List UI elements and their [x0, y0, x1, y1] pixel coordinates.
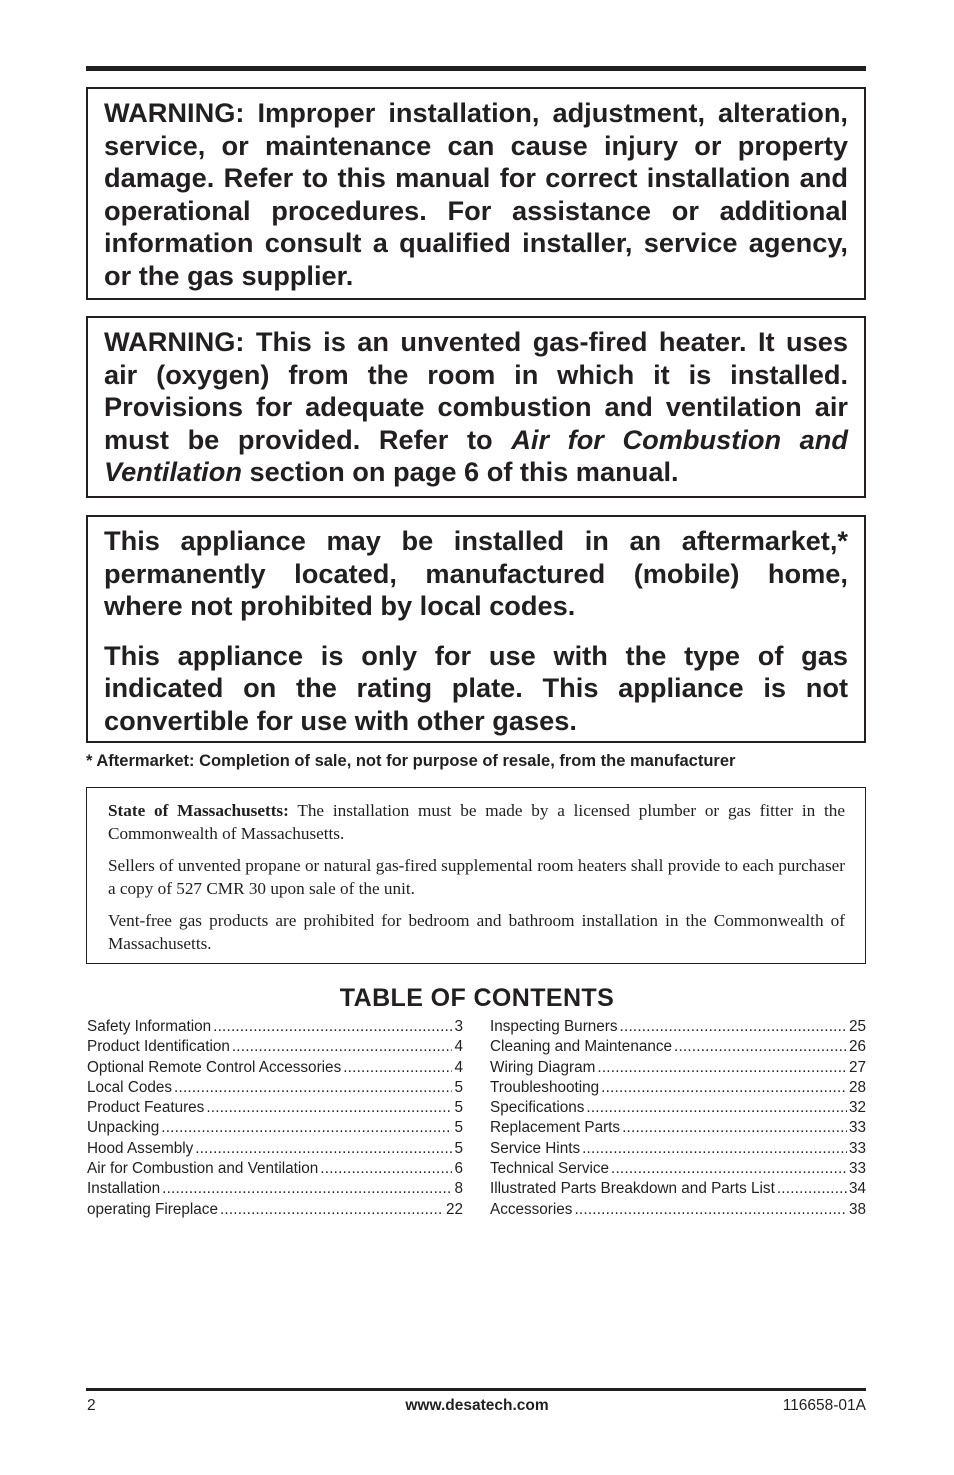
toc-entry[interactable]	[490, 1017, 866, 1037]
top-rule	[86, 66, 866, 71]
toc-dot-leader	[343, 1058, 452, 1078]
toc-entry-title: Local Codes	[87, 1078, 173, 1096]
toc-entry-page: 22	[445, 1200, 463, 1218]
toc-dot-leader	[174, 1078, 452, 1098]
footer-page-number: 2	[87, 1397, 96, 1414]
massachusetts-p1	[108, 799, 845, 845]
warning-unvented-text-start: WARNING: This is an unvented gas-fired heater. It uses air (oxygen) from the room in which it is installed. Provisions for adequate combustion and ventilation air must be provided. Refer to	[104, 326, 848, 455]
toc-entry-page: 3	[454, 1018, 463, 1035]
toc-entry-title: Illustrated Parts Breakdown and Parts List	[490, 1180, 775, 1198]
toc-right-column	[490, 1017, 866, 1220]
toc-dot-leader	[620, 1017, 847, 1037]
toc-entry-page: 33	[848, 1119, 866, 1137]
toc-entry[interactable]	[490, 1037, 866, 1057]
toc-entry-title: Air for Combustion and Ventilation	[87, 1160, 319, 1178]
toc-entry[interactable]	[87, 1200, 463, 1220]
toc-entry[interactable]	[87, 1078, 463, 1098]
toc-dot-leader	[195, 1139, 452, 1159]
toc-entry-page: 34	[848, 1180, 866, 1198]
toc-entry[interactable]	[87, 1017, 463, 1037]
toc-left-column	[87, 1017, 463, 1220]
toc-dot-leader	[213, 1017, 452, 1037]
toc-entry-title: Troubleshooting	[490, 1078, 600, 1096]
toc-entry-title: Product Identification	[87, 1038, 230, 1056]
toc-entry-page: 27	[848, 1058, 866, 1076]
toc-entry[interactable]	[87, 1098, 463, 1118]
massachusetts-label: State of Massachusetts:	[108, 801, 289, 820]
notice-box-appliance	[86, 515, 866, 743]
toc-entry[interactable]	[87, 1058, 463, 1078]
toc-entry-page: 6	[454, 1160, 463, 1178]
toc-entry-page: 33	[848, 1139, 866, 1157]
toc-entry-page: 25	[848, 1018, 866, 1035]
toc-entry-page: 26	[848, 1038, 866, 1056]
toc-title: TABLE OF CONTENTS	[339, 984, 615, 1012]
toc-dot-leader	[601, 1078, 847, 1098]
toc-entry-title: Specifications	[490, 1099, 585, 1117]
toc-entry-page: 5	[454, 1119, 463, 1137]
bottom-rule	[86, 1388, 866, 1391]
toc-entry-title: Unpacking	[87, 1119, 160, 1137]
toc-entry-title: Installation	[87, 1180, 161, 1198]
toc-entry-page: 38	[848, 1200, 866, 1218]
toc-entry[interactable]	[490, 1098, 866, 1118]
warning-unvented-text-end: section on page 6 of this manual.	[241, 456, 679, 487]
toc-entry-page: 4	[454, 1058, 463, 1076]
toc-dot-leader	[777, 1179, 847, 1199]
toc-entry[interactable]	[87, 1118, 463, 1138]
toc-dot-leader	[206, 1098, 452, 1118]
aftermarket-footnote: * Aftermarket: Completion of sale, not for purpose of resale, from the manufacturer	[86, 752, 736, 770]
warning-box-unvented	[86, 316, 866, 498]
toc-dot-leader	[232, 1037, 453, 1057]
toc-entry-title: Optional Remote Control Accessories	[87, 1058, 342, 1076]
footer-doc-code: 116658-01A	[782, 1397, 866, 1414]
toc-entry-title: Inspecting Burners	[490, 1018, 618, 1035]
warning-installation-text: WARNING: Improper installation, adjustment, alteration, service, or maintenance can cause injury or property damage. Refer to this manual for correct installation and operational procedures. For assistance or additional information consult a qualified installer, service agency, or the gas supplier.	[104, 97, 848, 291]
notice-gas-type-text: This appliance is only for use with the type of gas indicated on the rating plate. This appliance is not convertible for use with other gases.	[104, 639, 848, 736]
toc-entry[interactable]	[490, 1078, 866, 1098]
warning-unvented-text	[104, 326, 848, 489]
toc-entry-title: Hood Assembly	[87, 1139, 194, 1157]
toc-entry-title: Wiring Diagram	[490, 1058, 596, 1076]
footer-website: www.desatech.com	[405, 1397, 549, 1414]
toc-entry-page: 5	[454, 1099, 463, 1117]
massachusetts-p3: Vent-free gas products are prohibited for bedroom and bathroom installation in the Commonwealth of Massachusetts.	[108, 911, 845, 953]
toc-entry-title: Service Hints	[490, 1139, 581, 1157]
toc-entry[interactable]	[87, 1179, 463, 1199]
massachusetts-p2: Sellers of unvented propane or natural gas-fired supplemental room heaters shall provide to each purchaser a copy of 527 CMR 30 upon sale of the unit.	[108, 856, 845, 898]
toc-entry[interactable]	[87, 1037, 463, 1057]
toc-dot-leader	[611, 1159, 847, 1179]
toc-entry-page: 28	[848, 1078, 866, 1096]
toc-entry-title: Accessories	[490, 1200, 573, 1218]
massachusetts-notice-box	[86, 787, 866, 964]
toc-entry-page: 5	[454, 1139, 463, 1157]
toc-entry[interactable]	[490, 1200, 866, 1220]
toc-entry[interactable]	[490, 1058, 866, 1078]
toc-entry-title: operating Fireplace	[87, 1200, 218, 1218]
warning-unvented-section-ref: Air for Combustion and Ventilation	[104, 423, 849, 487]
toc-dot-leader	[586, 1098, 847, 1118]
toc-dot-leader	[320, 1159, 452, 1179]
warning-box-installation	[86, 87, 866, 300]
toc-entry[interactable]	[87, 1159, 463, 1179]
toc-entry-title: Product Features	[87, 1099, 205, 1117]
toc-entry-page: 32	[848, 1099, 866, 1117]
toc-entry[interactable]	[490, 1179, 866, 1199]
toc-entry[interactable]	[87, 1139, 463, 1159]
notice-aftermarket-text: This appliance may be installed in an aftermarket,* permanently located, manufactured (mobile) home, where not prohibited by local codes.	[104, 525, 848, 621]
toc-dot-leader	[220, 1200, 444, 1220]
toc-dot-leader	[162, 1179, 452, 1199]
toc-dot-leader	[597, 1058, 847, 1078]
toc-dot-leader	[582, 1139, 847, 1159]
toc-dot-leader	[574, 1200, 847, 1220]
massachusetts-p1-text: The installation must be made by a licensed plumber or gas fitter in the Commonwealth of Massachusetts.	[108, 801, 845, 843]
toc-entry-title: Cleaning and Maintenance	[490, 1038, 672, 1056]
toc-dot-leader	[622, 1118, 847, 1138]
toc-entry-page: 33	[848, 1160, 866, 1178]
toc-dot-leader	[674, 1037, 847, 1057]
toc-entry[interactable]	[490, 1139, 866, 1159]
toc-entry-title: Technical Service	[490, 1160, 610, 1178]
toc-entry-page: 8	[454, 1180, 463, 1198]
toc-entry-title: Safety Information	[87, 1018, 212, 1035]
toc-entry-title: Replacement Parts	[490, 1119, 621, 1137]
toc-entry-page: 5	[454, 1078, 463, 1096]
toc-entry[interactable]	[490, 1159, 866, 1179]
toc-dot-leader	[161, 1118, 452, 1138]
toc-entry-page: 4	[454, 1038, 463, 1056]
toc-entry[interactable]	[490, 1118, 866, 1138]
